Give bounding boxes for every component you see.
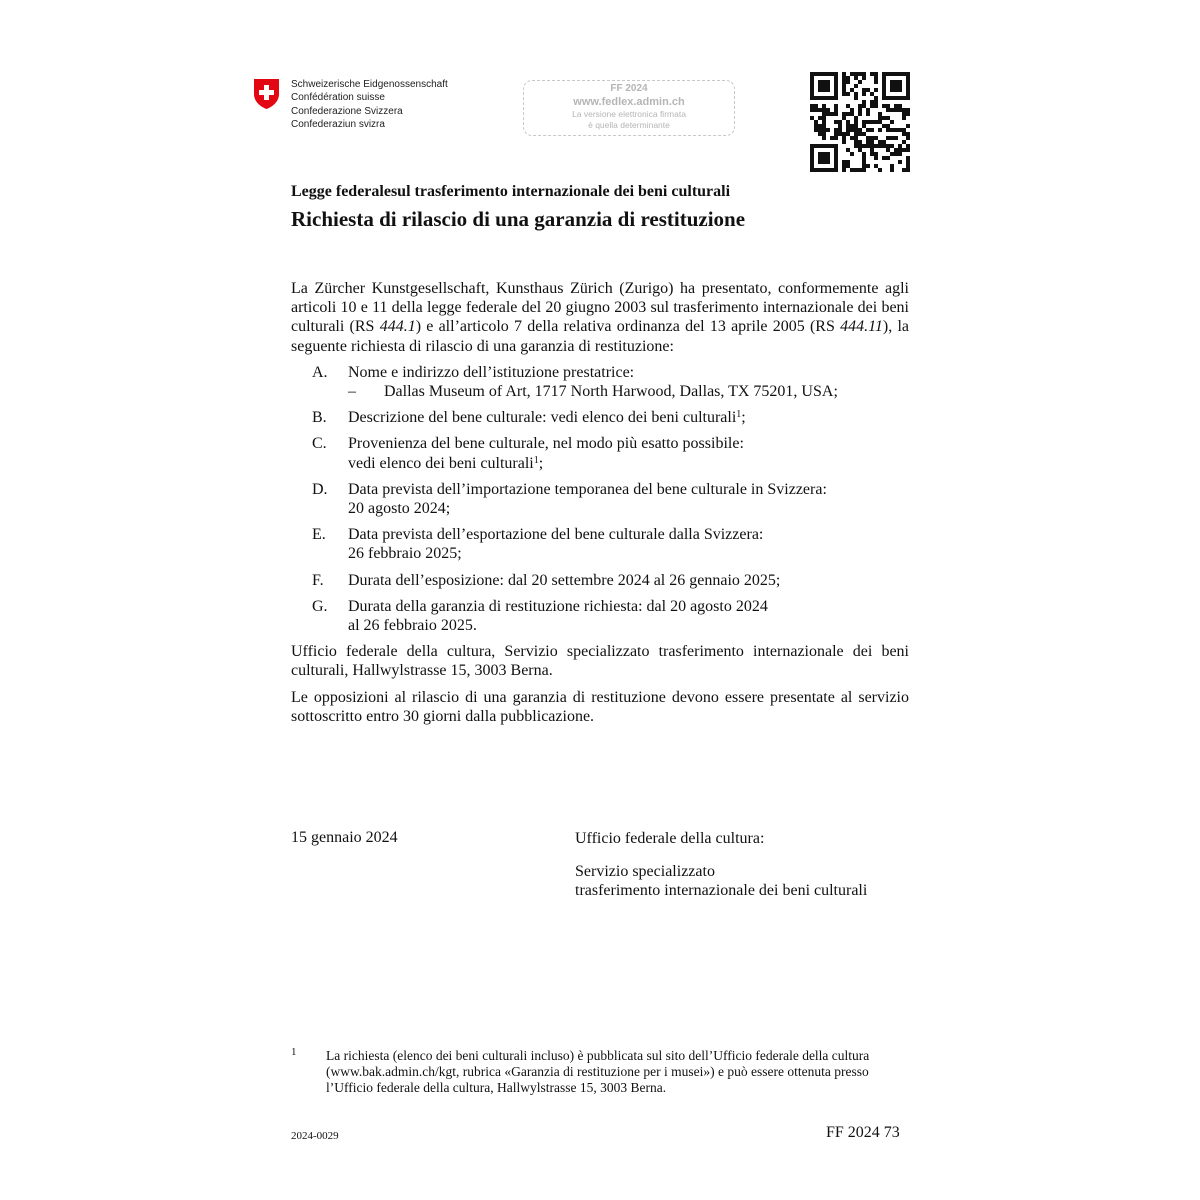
document-date: 15 gennaio 2024 <box>291 829 398 846</box>
publication-reference: FF 2024 73 <box>826 1124 900 1141</box>
list-item <box>291 363 909 401</box>
list-item <box>291 480 909 518</box>
item-tail: ; <box>538 454 544 472</box>
signature-line-2: Servizio specializzato <box>575 863 715 881</box>
item-line2: vedi elenco dei beni culturali <box>348 454 534 472</box>
stamp-line-1: FF 2024 <box>610 83 648 94</box>
footnote-ref: 1 <box>533 454 539 466</box>
stamp-line-2: www.fedlex.admin.ch <box>573 96 685 108</box>
item-text: Nome e indirizzo dell’istituzione prestatrice: <box>348 363 635 381</box>
item-letter: F. <box>312 571 324 589</box>
list-item <box>291 525 909 563</box>
org-line-de: Schweizerische Eidgenossenschaft <box>291 79 448 90</box>
signature-line-1: Ufficio federale della cultura: <box>575 830 765 847</box>
sub-dash: – <box>348 383 356 401</box>
footnote-ref: 1 <box>736 409 742 421</box>
item-text: Durata della garanzia di restituzione richiesta: dal 20 agosto 2024 <box>348 597 768 615</box>
org-line-rm: Confederaziun svizra <box>291 119 385 131</box>
item-text: Provenienza del bene culturale, nel modo più esatto possibile: <box>348 435 744 453</box>
document-body <box>291 279 909 733</box>
electronic-version-stamp <box>523 80 735 136</box>
footnote-number: 1 <box>291 1046 297 1058</box>
sub-text: Dallas Museum of Art, 1717 North Harwood, Dallas, TX 75201, USA; <box>384 383 838 401</box>
item-subitem <box>348 382 909 401</box>
item-text: Descrizione del bene culturale: vedi elenco dei beni culturali <box>348 409 737 427</box>
item-tail: ; <box>741 409 746 427</box>
list-item <box>291 434 909 472</box>
org-line-fr: Confédération suisse <box>291 92 385 104</box>
document-title: Richiesta di rilascio di una garanzia di restituzione <box>291 207 746 231</box>
list-item <box>291 408 909 427</box>
document-id: 2024-0029 <box>291 1130 339 1142</box>
rs-reference-1: 444.1 <box>379 318 416 336</box>
signature-block <box>575 829 867 901</box>
request-items-list <box>291 363 909 635</box>
item-letter: G. <box>312 597 328 615</box>
intro-part-3: ), la seguente richiesta di rilascio di una garanzia di restituzione: <box>291 318 910 355</box>
item-line2: 26 febbraio 2025; <box>348 545 462 563</box>
item-line2: al 26 febbraio 2025. <box>348 617 477 635</box>
swiss-coat-of-arms-icon <box>253 78 280 110</box>
item-text-line-2 <box>348 454 909 473</box>
item-letter: A. <box>312 363 328 381</box>
item-text: Durata dell’esposizione: dal 20 settembre 2024 al 26 gennaio 2025; <box>348 571 781 589</box>
item-letter: C. <box>312 435 327 453</box>
item-line2: 20 agosto 2024; <box>348 500 451 518</box>
organization-name <box>291 78 448 132</box>
item-letter: E. <box>312 526 326 544</box>
item-letter: D. <box>312 480 328 498</box>
item-text: Data prevista dell’importazione temporanea del bene culturale in Svizzera: <box>348 480 827 498</box>
footnote-text: La richiesta (elenco dei beni culturali incluso) è pubblicata sul sito dell’Ufficio federale della cultura (www.bak.admin.ch/kgt, rubrica «Garanzia di restituzione per i musei») e può essere ottenuta presso l’Ufficio federale della cultura, Hallwylstrasse 15, 3003 Berna. <box>326 1048 870 1095</box>
item-letter: B. <box>312 409 327 427</box>
signature-line-3: trasferimento internazionale dei beni culturali <box>575 882 868 900</box>
intro-paragraph <box>291 279 909 356</box>
qr-code-icon <box>810 72 910 172</box>
stamp-line-3: La versione elettronica firmata <box>572 109 686 119</box>
document-kicker: Legge federalesul trasferimento internazionale dei beni culturali <box>291 183 731 200</box>
list-item <box>291 597 909 635</box>
org-line-it: Confederazione Svizzera <box>291 105 403 117</box>
item-text: Data prevista dell’esportazione del bene culturale dalla Svizzera: <box>348 526 764 544</box>
office-paragraph: Ufficio federale della cultura, Servizio specializzato trasferimento internazionale dei beni culturali, Hallwylstrasse 15, 3003 Berna. <box>291 643 909 680</box>
objection-paragraph: Le opposizioni al rilascio di una garanzia di restituzione devono essere presentate al servizio sottoscritto entro 30 giorni dalla pubblicazione. <box>291 688 909 725</box>
intro-part-1: La Zürcher Kunstgesellschaft, Kunsthaus Zürich (Zurigo) ha presentato, conformemente agli articoli 10 e 11 della legge federale del 20 giugno 2003 sul trasferimento internazionale dei beni culturali (RS <box>291 280 909 336</box>
list-item <box>291 571 909 590</box>
item-text-line <box>348 408 909 427</box>
stamp-line-4: è quella determinante <box>588 120 670 130</box>
rs-reference-2: 444.11 <box>840 318 883 336</box>
intro-part-2: ) e all’articolo 7 della relativa ordinanza del 13 aprile 2005 (RS <box>415 318 841 336</box>
